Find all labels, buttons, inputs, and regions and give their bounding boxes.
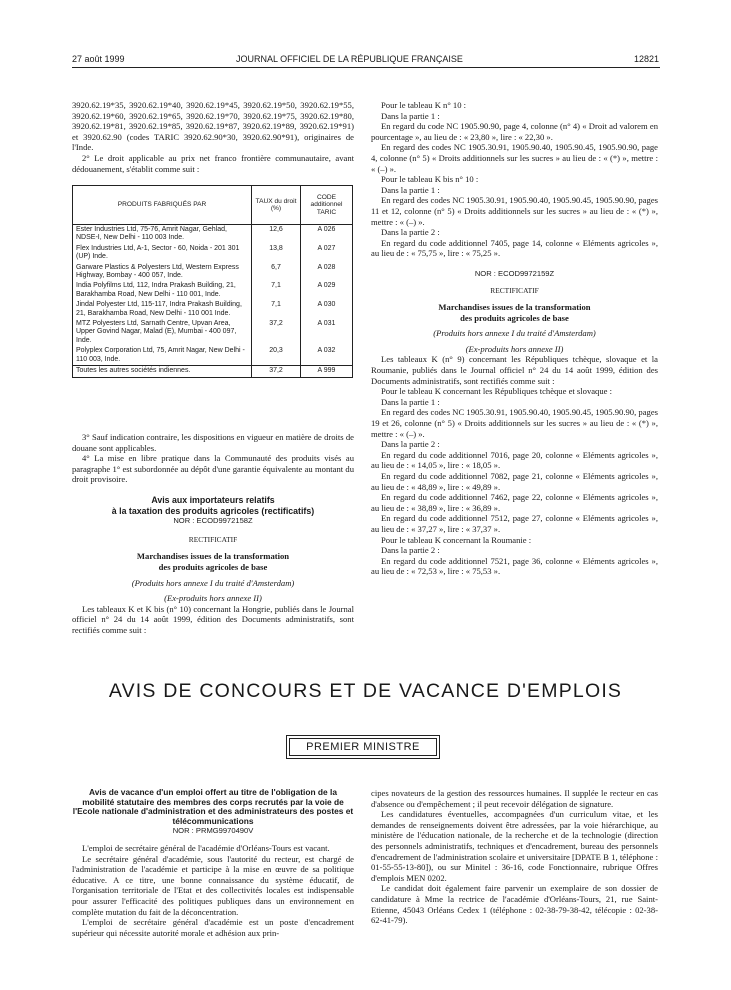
concours-banner: AVIS DE CONCOURS ET DE VACANCE D'EMPLOIS [108,680,623,702]
right-paragraph: En regard des codes NC 1905.30.91, 1905.90.40, 1905.90.45, 1905.90.90, page 4, colonne (n° 5) « Droits additionnels sur les sucres » au lieu de : « (*) », mettre : « (–) ». [371,142,658,174]
vacancy-paragraph: Le candidat doit également faire parvenir un exemplaire de son dossier de candidature à Mme la rectrice de l'académie d'Orléans-Tours, 21, rue Saint-Etienne, 45043 Orléans Cedex 1 (téléphone : 02-38-79-38-42, télécopie : 02-38-62-41-79). [371,883,658,926]
subtitle-right-3: (Produits hors annexe I du traité d'Amsterdam) [433,328,596,339]
avis-title-2: à la taxation des produits agricoles (rectificatifs) [111,505,315,516]
right-paragraph: Dans la partie 1 : [381,184,440,195]
subtitle-left-3: (Produits hors annexe I du traité d'Amsterdam) [131,577,295,588]
right-paragraph: En regard des codes NC 1905.30.91, 1905.90.40, 1905.90.45, 1905.90.90, pages 19 et 26, colonne (n° 5) « Droits additionnels sur les sucres » au lieu de : « (*) », mettre : « (–) ». [371,407,658,439]
subtitle-right-2: des produits agricoles de base [460,312,569,323]
page-number: 12821 [634,54,660,64]
right-paragraph: Dans la partie 1 : [381,396,440,407]
vacancy-paragraph: Le secrétaire général d'académie, sous l'autorité du recteur, est chargé de l'administration de l'académie et participe à la mise en œuvre de sa politique éducative. A ce titre, une bonne connaissance du système éducatif, de l'organisation territoriale de l'Etat et des collectivités locales est indispensable pour assurer l'efficacité des politiques publiques dans un environnement en complète mutation du fait de la déconcentration. [72,853,354,917]
header-date: 27 août 1999 [72,54,125,64]
producer-name: MTZ Polyesters Ltd, Sarnath Centre, Upvan Area, Upper Govind Nagar, Malad (E), Mumbai - 400 097, Inde. [73,319,252,346]
right-lines-1 [371,100,658,259]
taric-codes: 3920.62.19*35, 3920.62.19*40, 3920.62.19*45, 3920.62.19*50, 3920.62.19*55, 3920.62.19*60, 3920.62.19*65, 3920.62.19*70, 3920.62.19*75, 3920.62.19*80, 3920.62.19*81, 3920.62.19*85, 3920.62.19*87, 3920.62.19*89, 3920.62.19*91) et 3920.62.90 (codes TARIC 3920.62.90*30, 3920.62.90*91), originaires de l'Inde. [72,100,354,153]
taric-code: A 029 [301,281,353,300]
rectificatif-left: RECTIFICATIF [188,534,238,544]
left-column-top [72,100,354,174]
taric-code: A 999 [301,366,353,377]
bottom-right-column [371,788,658,926]
right-column [371,100,658,577]
producer-name: Garware Plastics & Polyesters Ltd, Western Express Highway, Bombay - 400 057, Inde. [73,263,252,282]
left-last-paragraph: Les tableaux K et K bis (n° 10) concernant la Hongrie, publiés dans le Journal officiel n° 24 du 14 août 1999, édition des Documents administratifs, sont rectifiés comme suit : [72,603,354,635]
taric-code: A 027 [301,244,353,263]
duty-rate: 6,7 [252,263,301,282]
bottom-left-paragraphs [72,843,354,938]
duty-rate: 20,3 [252,346,301,365]
table-row [73,263,353,282]
nor-left: NOR : ECOD9972158Z [173,516,253,526]
left-column-mid [72,432,354,636]
right-paragraph: Pour le tableau K n° 10 : [381,100,467,110]
producer-name: Flex Industries Ltd, A-1, Sector - 60, Noida - 201 301 (UP) Inde. [73,244,252,263]
table-row [73,281,353,300]
duty-rate: 12,6 [252,225,301,244]
taric-code: A 032 [301,346,353,365]
right-lines-2 [371,354,658,576]
vacancy-paragraph: Les candidatures éventuelles, accompagnées d'un curriculum vitae, et les demandes de renseignements doivent être adressées, par la voie hiérarchique, au ministère de l'éducation nationale, de la recherche et de la technologie (direction des personnels administratifs, techniques et d'encadrement, bureau des personnels d'encadrement de l'administration scolaire et universitaire [DPATE B 1, téléphone : 01-55-55-13-80]), ou sur Minitel : 36-16, code Fonctionnaire, rubrique Offres d'emplois MEN 0202. [371,809,658,883]
producer-name: Jindal Polyester Ltd, 115-117, Indra Prakash Building, 21, Barakhamba Road, New Delhi - 110 001 Inde. [73,300,252,319]
right-paragraph: En regard du code additionnel 7082, page 21, colonne « Eléments agricoles », au lieu de : « 48,89 », lire : « 49,89 ». [371,471,658,492]
nor-vacancy: NOR : PRMG9970490V [172,826,254,836]
paragraph-2: 2° Le droit applicable au prix net franco frontière communautaire, avant dédouanement, s'établit comme suit : [72,152,354,174]
duty-rate: 13,8 [252,244,301,263]
subtitle-left-2: des produits agricoles de base [158,561,268,572]
col-header-code: CODE additionnel TARIC [301,186,353,225]
nor-right: NOR : ECOD9972159Z [474,268,555,278]
table-row [73,244,353,263]
col-header-rate: TAUX du droit (%) [252,186,301,225]
table-row [73,225,353,244]
paragraph-3: 3° Sauf indication contraire, les dispositions en vigueur en matière de droits de douane sont applicables. [72,432,354,453]
right-paragraph: En regard du code additionnel 7512, page 27, colonne « Eléments agricoles », au lieu de : « 37,27 », lire : « 37,37 ». [371,513,658,534]
subtitle-right-1: Marchandises issues de la transformation [438,302,591,313]
right-paragraph: En regard des codes NC 1905.30.91, 1905.90.40, 1905.90.45, 1905.90.90, pages 11 et 12, colonne (n° 5) « Droits additionnels sur les sucres » au lieu de : « (*) », mettre : « (–) ». [371,195,658,227]
section-title: PREMIER MINISTRE [289,738,437,756]
right-paragraph: En regard du code additionnel 7521, page 36, colonne « Eléments agricoles », au lieu de : « 72,53 », lire : « 75,53 ». [371,555,658,577]
table-row-other [73,366,353,377]
col-header-products: PRODUITS FABRIQUÉS PAR [73,186,252,225]
product-table [72,185,353,378]
table-row [73,346,353,365]
right-paragraph: Les tableaux K (n° 9) concernant les Républiques tchèque, slovaque et la Roumanie, publiés dans le Journal officiel n° 24 du 14 août 1999, édition des Documents administratifs, sont rectifiés comme suit : [371,354,658,386]
bottom-right-paragraphs [371,788,658,926]
duty-rate: 7,1 [252,281,301,300]
header-rule [72,67,660,68]
producer-name: Toutes les autres sociétés indiennes. [73,366,252,377]
producer-name: India Polyfilms Ltd, 112, Indra Prakash Building, 21, Barakhamba Road, New Delhi - 110 001, Inde. [73,281,252,300]
right-paragraph: Pour le tableau K concernant la Roumanie : [381,534,532,545]
bottom-left-column [72,788,354,938]
duty-rate: 37,2 [252,366,301,377]
vacancy-paragraph: L'emploi de secrétaire général de l'académie d'Orléans-Tours est vacant. [82,842,330,853]
right-paragraph: Pour le tableau K concernant les Républiques tchèque et slovaque : [381,386,613,397]
table-row [73,300,353,319]
vacancy-title: Avis de vacance d'un emploi offert au titre de l'obligation de la mobilité statutaire des membres des corps recrutés par la voie de l'Ecole nationale d'administration et des administrateurs des postes et télécommunications [72,787,354,826]
rectificatif-right: RECTIFICATIF [490,285,539,295]
right-paragraph: Dans la partie 1 : [381,110,440,121]
right-paragraph: Dans la partie 2 : [381,439,440,450]
avis-title-1: Avis aux importateurs relatifs [151,494,275,505]
producer-name: Polyplex Corporation Ltd, 75, Amrit Nagar, New Delhi - 110 003, Inde. [73,346,252,365]
duty-rate: 37,2 [252,319,301,346]
vacancy-paragraph: L'emploi de secrétaire général d'académie est un poste d'encadrement supérieur qui nécessite autorité morale et adhésion aux prin- [72,917,354,938]
table-row [73,319,353,346]
right-paragraph: En regard du code additionnel 7405, page 14, colonne « Eléments agricoles », au lieu de : « 75,75 », lire : « 75,25 ». [371,237,658,259]
section-box [286,735,440,759]
duty-rate: 7,1 [252,300,301,319]
subtitle-left-4: (Ex-produits hors annexe II) [164,593,262,604]
right-paragraph: Dans la partie 2 : [381,227,440,238]
right-paragraph: Dans la partie 2 : [381,545,440,556]
right-paragraph: En regard du code additionnel 7462, page 22, colonne « Eléments agricoles », au lieu de : « 38,89 », lire : « 36,89 ». [371,492,658,513]
right-paragraph: En regard du code additionnel 7016, page 20, colonne « Eléments agricoles », au lieu de : « 14,05 », lire : « 18,05 ». [371,449,658,471]
right-paragraph: Pour le tableau K bis n° 10 : [381,174,479,185]
taric-code: A 030 [301,300,353,319]
journal-title: JOURNAL OFFICIEL DE LA RÉPUBLIQUE FRANÇAISE [236,54,463,64]
paragraph-4: 4° La mise en libre pratique dans la Communauté des produits visés au paragraphe 1° est subordonnée au dépôt d'une garantie équivalente au montant du droit provisoire. [72,453,354,485]
taric-code: A 031 [301,319,353,346]
vacancy-paragraph: cipes novateurs de la gestion des ressources humaines. Il supplée le recteur en cas d'absence ou d'empêchement ; il peut recevoir délégation de signature. [371,788,658,809]
producer-name: Ester Industries Ltd, 75-76, Amrit Nagar, Gehlad, NDSE-I, New Delhi - 110 003 Inde. [73,225,252,244]
taric-code: A 028 [301,263,353,282]
right-paragraph: En regard du code NC 1905.90.90, page 4, colonne (n° 4) « Droit ad valorem en pourcentage », au lieu de : « 23,80 », lire : « 22,30 ». [371,121,658,142]
subtitle-right-4: (Ex-produits hors annexe II) [465,343,564,354]
taric-code: A 026 [301,225,353,244]
subtitle-left-1: Marchandises issues de la transformation [136,551,290,562]
